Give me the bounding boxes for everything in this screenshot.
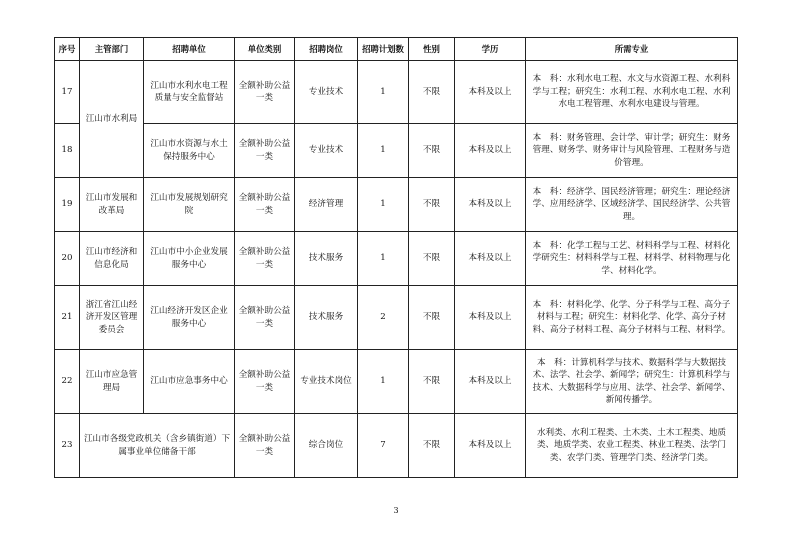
cell-edu: 本科及以上 <box>455 414 526 478</box>
table-row <box>55 414 738 478</box>
cell-post: 专业技术 <box>295 61 358 124</box>
cell-edu: 本科及以上 <box>455 232 526 286</box>
cell-dept: 江山市发展和改革局 <box>80 178 144 232</box>
header-row <box>55 38 738 61</box>
cell-gender: 不限 <box>409 232 455 286</box>
header-no: 序号 <box>55 38 80 61</box>
cell-category: 全额补助公益一类 <box>235 178 295 232</box>
cell-no: 18 <box>55 124 80 178</box>
cell-gender: 不限 <box>409 286 455 350</box>
cell-major: 本 科：计算机科学与技术、数据科学与大数据技术、法学、社会学、新闻学；研究生：计算机科学与技术、大数据科学与应用、法学、社会学、新闻学、新闻传播学。 <box>526 350 738 414</box>
cell-gender: 不限 <box>409 414 455 478</box>
cell-dept-unit: 江山市各级党政机关（含乡镇街道）下属事业单位储备干部 <box>80 414 235 478</box>
cell-category: 全额补助公益一类 <box>235 124 295 178</box>
cell-gender: 不限 <box>409 61 455 124</box>
cell-unit: 江山市中小企业发展服务中心 <box>144 232 235 286</box>
table-row <box>55 178 738 232</box>
cell-major: 本 科：材料化学、化学、分子科学与工程、高分子材料与工程；研究生：材料化学、化学、高分子材料、高分子材料工程、高分子材料与工程、材料学。 <box>526 286 738 350</box>
header-gender: 性别 <box>409 38 455 61</box>
cell-edu: 本科及以上 <box>455 286 526 350</box>
table-row <box>55 124 738 178</box>
cell-post: 综合岗位 <box>295 414 358 478</box>
cell-edu: 本科及以上 <box>455 350 526 414</box>
cell-dept: 江山市经济和信息化局 <box>80 232 144 286</box>
table-row <box>55 350 738 414</box>
cell-category: 全额补助公益一类 <box>235 350 295 414</box>
table-row <box>55 286 738 350</box>
cell-major: 本 科：经济学、国民经济管理；研究生：理论经济学、应用经济学、区域经济学、国民经济学、公共管理。 <box>526 178 738 232</box>
cell-major: 本 科：水利水电工程、水文与水资源工程、水利科学与工程；研究生：水利工程、水利水电工程、水利水电工程管理、水利水电建设与管理。 <box>526 61 738 124</box>
cell-no: 21 <box>55 286 80 350</box>
cell-plan: 7 <box>358 414 409 478</box>
header-category: 单位类别 <box>235 38 295 61</box>
cell-no: 20 <box>55 232 80 286</box>
header-dept: 主管部门 <box>80 38 144 61</box>
cell-major: 水利类、水利工程类、土木类、土木工程类、地质类、地质学类、农业工程类、林业工程类、法学门类、农学门类、管理学门类、经济学门类。 <box>526 414 738 478</box>
recruitment-table <box>54 37 738 478</box>
header-major: 所需专业 <box>526 38 738 61</box>
cell-dept: 江山市水利局 <box>80 61 144 178</box>
table-row <box>55 232 738 286</box>
header-post: 招聘岗位 <box>295 38 358 61</box>
cell-edu: 本科及以上 <box>455 61 526 124</box>
cell-no: 17 <box>55 61 80 124</box>
header-edu: 学历 <box>455 38 526 61</box>
cell-category: 全额补助公益一类 <box>235 232 295 286</box>
cell-plan: 1 <box>358 61 409 124</box>
cell-plan: 1 <box>358 350 409 414</box>
cell-gender: 不限 <box>409 178 455 232</box>
cell-dept: 江山市应急管理局 <box>80 350 144 414</box>
cell-post: 经济管理 <box>295 178 358 232</box>
cell-plan: 1 <box>358 178 409 232</box>
cell-unit: 江山市水利水电工程质量与安全监督站 <box>144 61 235 124</box>
cell-category: 全额补助公益一类 <box>235 286 295 350</box>
cell-no: 23 <box>55 414 80 478</box>
cell-unit: 江山经济开发区企业服务中心 <box>144 286 235 350</box>
cell-no: 19 <box>55 178 80 232</box>
cell-post: 技术服务 <box>295 232 358 286</box>
cell-plan: 1 <box>358 232 409 286</box>
cell-major: 本 科：财务管理、会计学、审计学；研究生：财务管理、财务学、财务审计与风险管理、工程财务与造价管理。 <box>526 124 738 178</box>
cell-major: 本 科：化学工程与工艺、材料科学与工程、材料化学研究生：材料科学与工程、材料学、材料物理与化学、材料化学。 <box>526 232 738 286</box>
header-unit: 招聘单位 <box>144 38 235 61</box>
cell-edu: 本科及以上 <box>455 178 526 232</box>
cell-unit: 江山市应急事务中心 <box>144 350 235 414</box>
table-row <box>55 61 738 124</box>
cell-edu: 本科及以上 <box>455 124 526 178</box>
cell-category: 全额补助公益一类 <box>235 61 295 124</box>
cell-post: 技术服务 <box>295 286 358 350</box>
cell-category: 全额补助公益一类 <box>235 414 295 478</box>
cell-plan: 1 <box>358 124 409 178</box>
cell-gender: 不限 <box>409 124 455 178</box>
cell-post: 专业技术岗位 <box>295 350 358 414</box>
cell-unit: 江山市发展规划研究院 <box>144 178 235 232</box>
header-plan: 招聘计划数 <box>358 38 409 61</box>
cell-no: 22 <box>55 350 80 414</box>
cell-gender: 不限 <box>409 350 455 414</box>
cell-dept: 浙江省江山经济开发区管理委员会 <box>80 286 144 350</box>
cell-plan: 2 <box>358 286 409 350</box>
cell-post: 专业技术 <box>295 124 358 178</box>
cell-unit: 江山市水资源与水土保持服务中心 <box>144 124 235 178</box>
page-number: 3 <box>393 506 399 515</box>
